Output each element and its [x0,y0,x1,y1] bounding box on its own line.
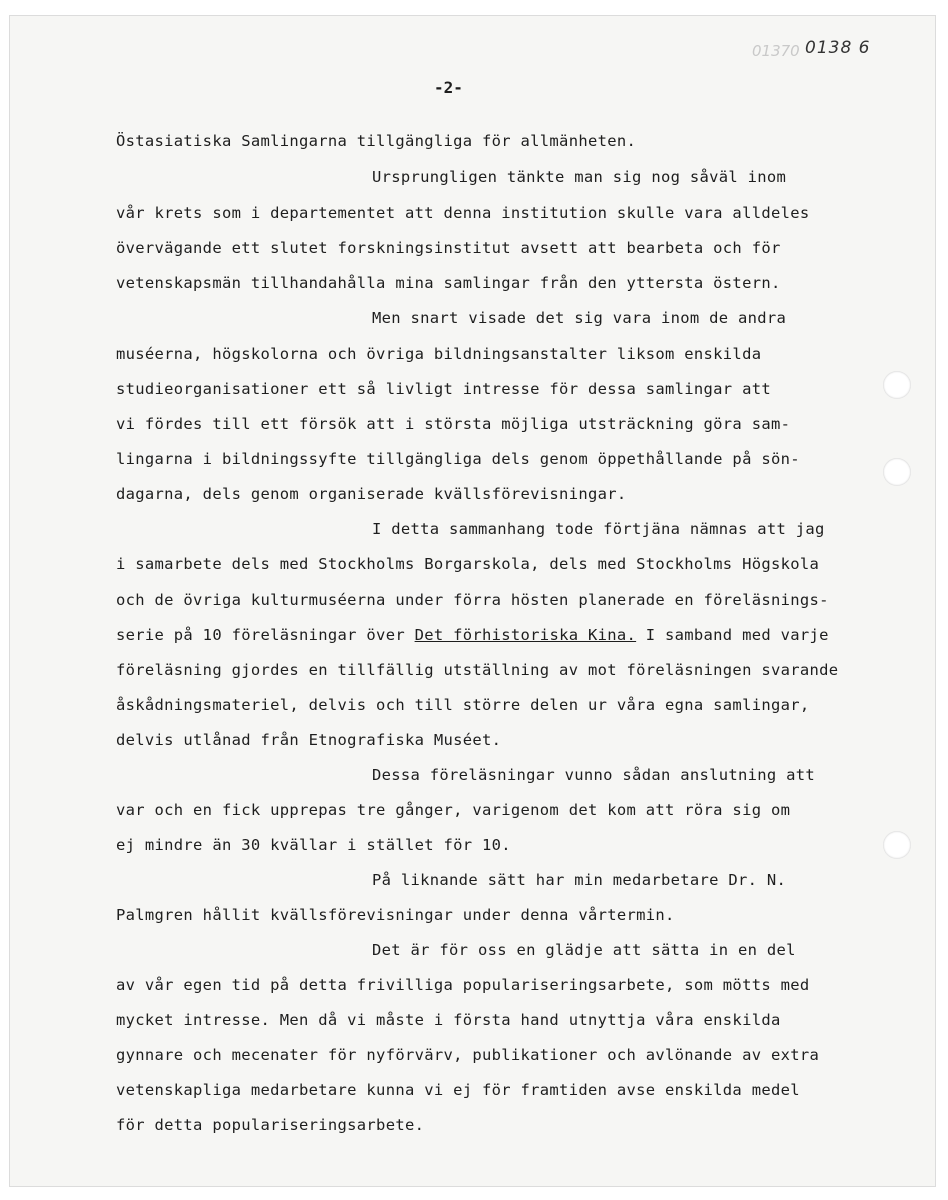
text-line: mycket intresse. Men då vi måste i första hand utnyttja våra enskilda [116,1011,781,1029]
underlined-title: Det förhistoriska Kina. [414,626,637,644]
text-line: åskådningsmateriel, delvis och till större delen ur våra egna samlingar, [116,696,810,714]
punch-hole [883,831,911,859]
text-line: vetenskapsmän tillhandahålla mina samlingar från den yttersta östern. [116,274,781,292]
text-segment: I samband med varje [636,626,829,644]
text-line: I detta sammanhang tode förtjäna nämnas att jag [372,520,825,538]
text-line: vi fördes till ett försök att i största möjliga utsträckning göra sam- [116,415,791,433]
text-line: föreläsning gjordes en tillfällig utställning av mot föreläsningen svarande [116,661,839,679]
text-line: övervägande ett slutet forskningsinstitut avsett att bearbeta och för [116,239,781,257]
text-line: ej mindre än 30 kvällar i stället för 10. [116,836,511,854]
text-line: och de övriga kulturmuséerna under förra hösten planerade en föreläsnings- [116,591,829,609]
text-line: lingarna i bildningssyfte tillgängliga dels genom öppethållande på sön- [116,450,800,468]
text-line: Det är för oss en glädje att sätta in en del [372,941,796,959]
archive-number: 0138 6 [805,38,871,58]
text-line: var och en fick upprepas tre gånger, varigenom det kom att röra sig om [116,801,791,819]
text-line: vetenskapliga medarbetare kunna vi ej för framtiden avse enskilda medel [116,1081,800,1099]
text-line: för detta populariseringsarbete. [116,1116,425,1134]
punch-hole [883,371,911,399]
page-number: -2- [434,78,463,97]
text-line: dagarna, dels genom organiserade kvällsförevisningar. [116,485,627,503]
text-line: av vår egen tid på detta frivilliga populariseringsarbete, som mötts med [116,976,810,994]
text-line: gynnare och mecenater för nyförvärv, publikationer och avlönande av extra [116,1046,820,1064]
text-line: Dessa föreläsningar vunno sådan anslutning att [372,766,816,784]
bleed-through-number: 01370 [752,42,800,60]
text-line: i samarbete dels med Stockholms Borgarskola, dels med Stockholms Högskola [116,555,820,573]
text-line: vår krets som i departementet att denna institution skulle vara alldeles [116,204,810,222]
punch-hole [883,458,911,486]
text-line: På liknande sätt har min medarbetare Dr. N. [372,871,787,889]
text-line: Palmgren hållit kvällsförevisningar under denna vårtermin. [116,906,675,924]
text-line: studieorganisationer ett så livligt intresse för dessa samlingar att [116,380,771,398]
text-line: Ursprungligen tänkte man sig nog såväl inom [372,168,787,186]
text-segment: serie på 10 föreläsningar över [116,626,415,644]
text-line: delvis utlånad från Etnografiska Muséet. [116,731,502,749]
text-line: muséerna, högskolorna och övriga bildningsanstalter liksom enskilda [116,345,762,363]
text-line [116,626,829,644]
document-page [10,16,935,1186]
text-line: Men snart visade det sig vara inom de andra [372,309,787,327]
text-line: Östasiatiska Samlingarna tillgängliga för allmänheten. [116,132,637,150]
